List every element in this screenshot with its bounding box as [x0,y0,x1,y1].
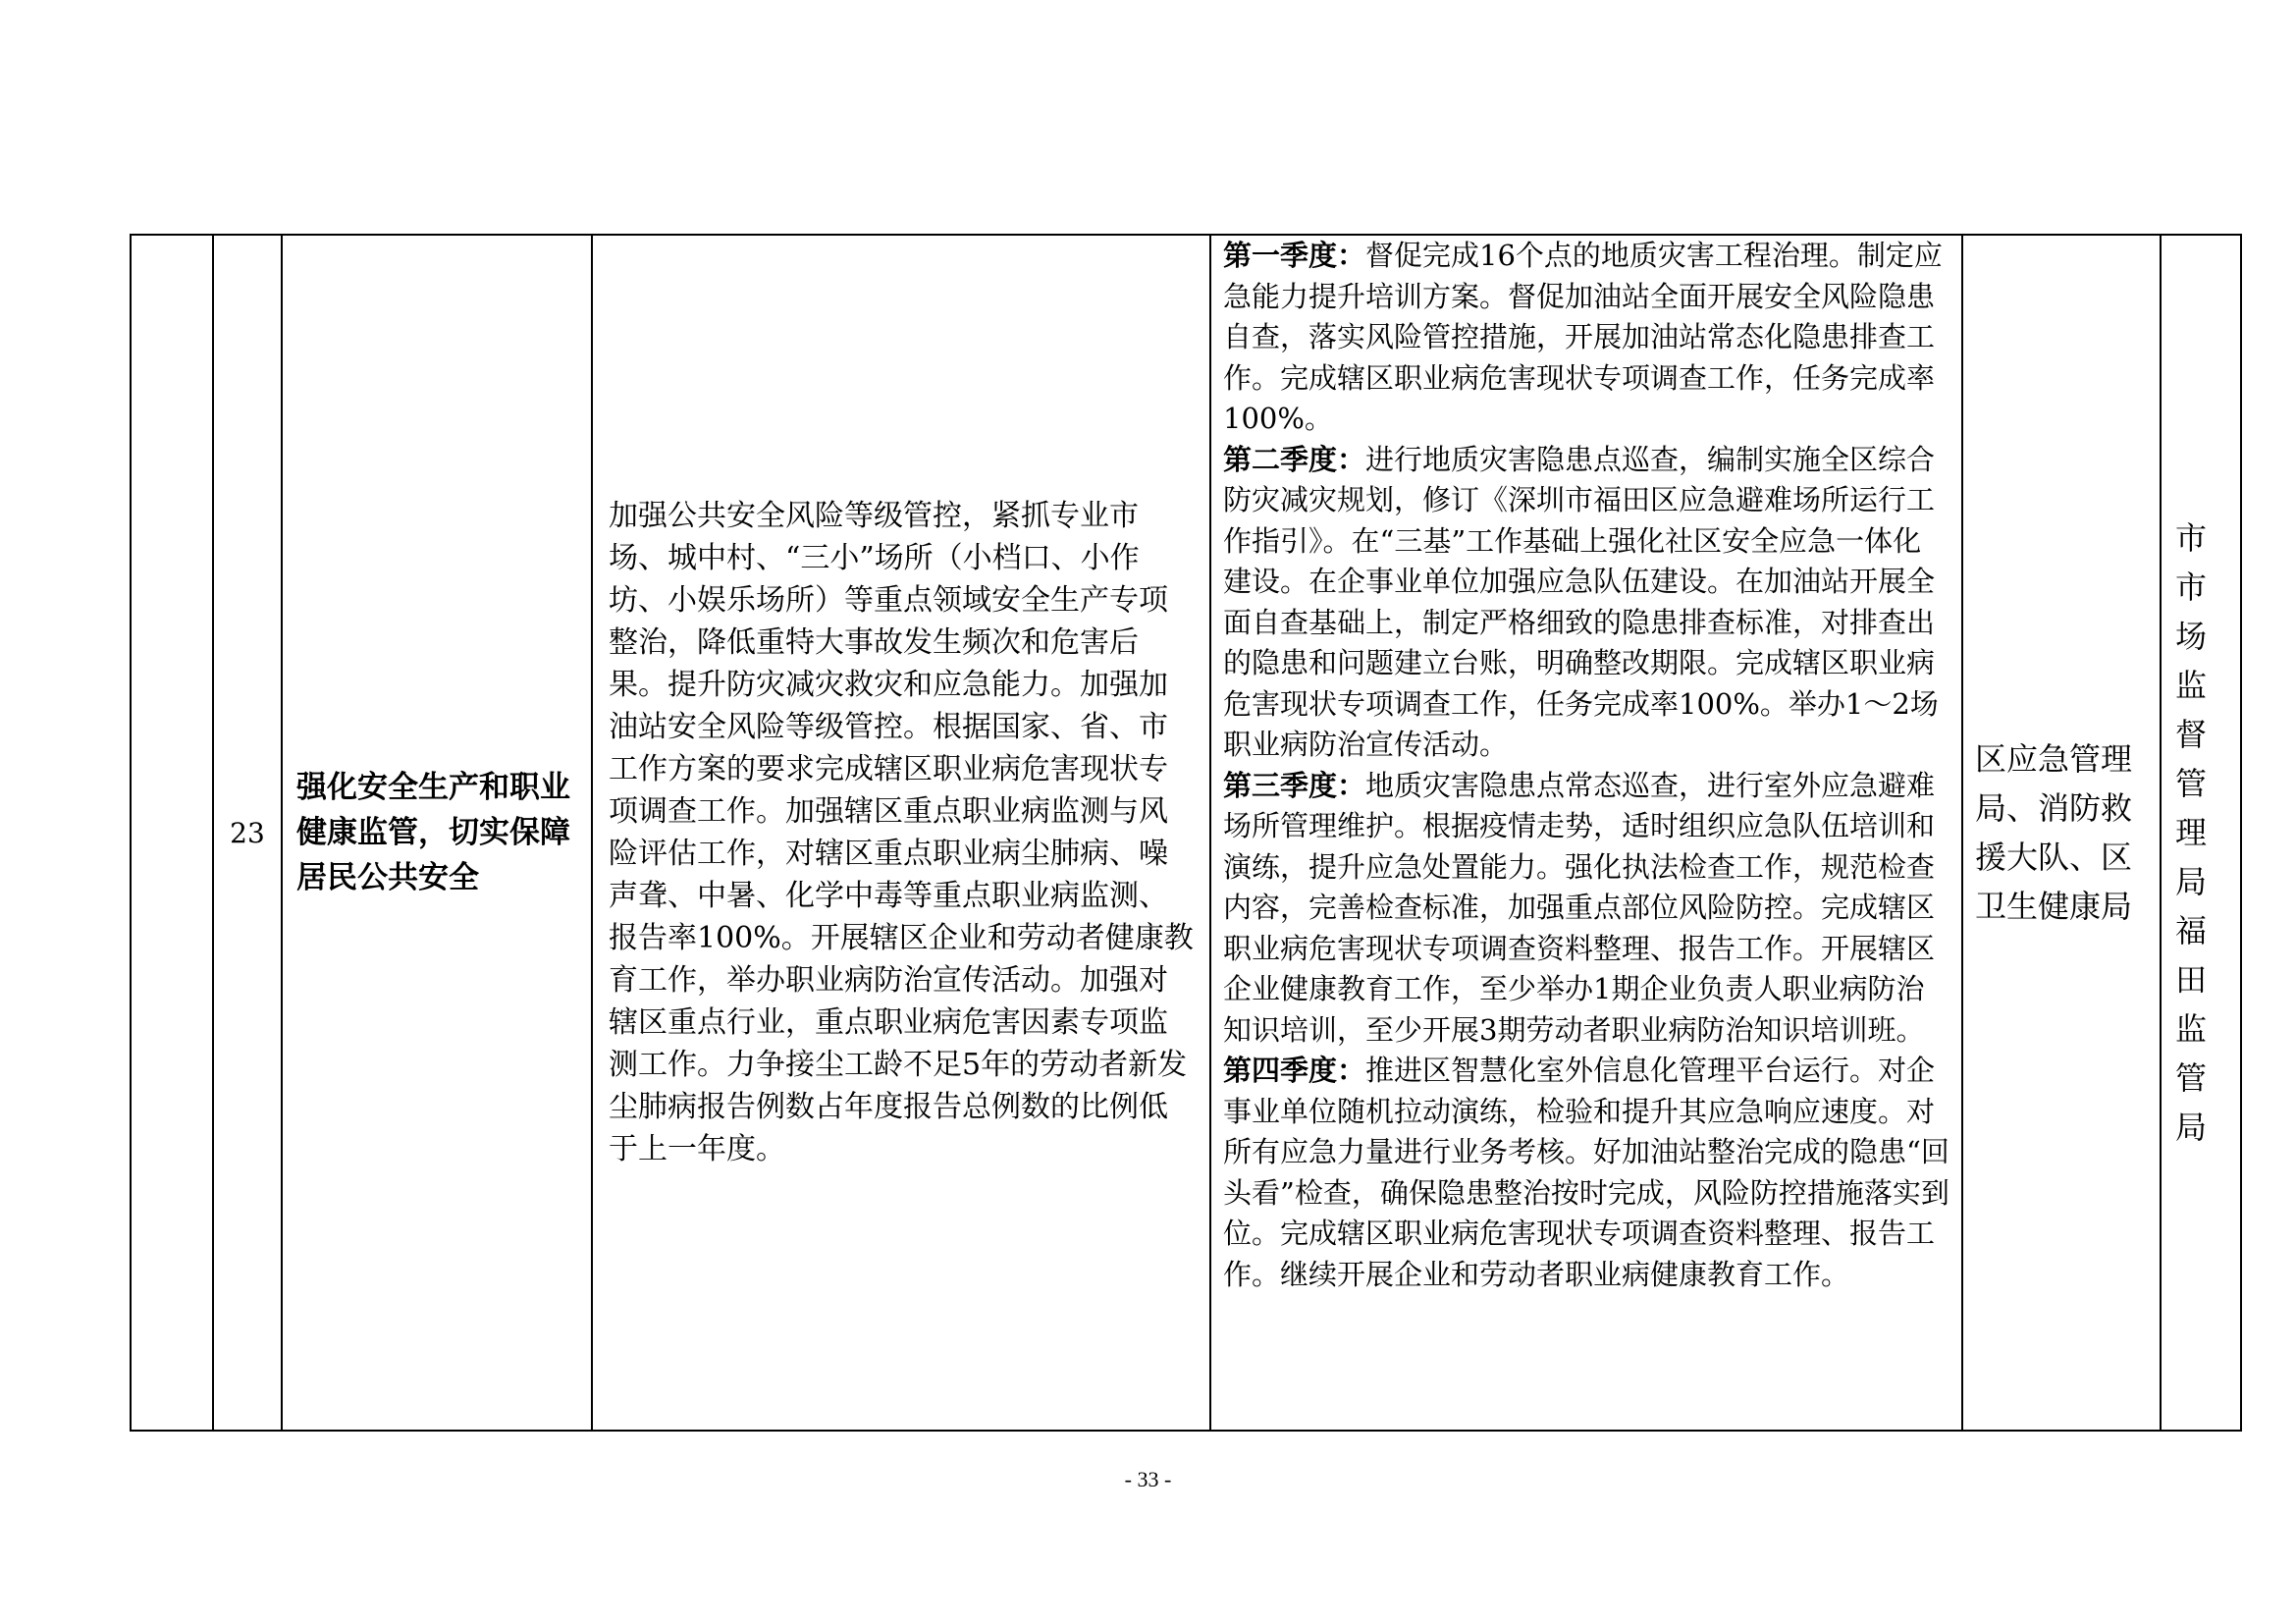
quarter-2-label: 第二季度： [1223,442,1366,476]
quarter-2 [1223,440,1949,766]
quarter-2-text: 进行地质灾害隐患点巡查，编制实施全区综合防灾减灾规划，修订《深圳市福田区应急避难场所运行工作指引》。在“三基”工作基础上强化社区安全应急一体化建设。在企事业单位加强应急队伍建设。在加油站开展全面自查基础上，制定严格细致的隐患排查标准，对排查出的隐患和问题建立台账，明确整改期限。完成辖区职业病危害现状专项调查工作，任务完成率100%。举办1～2场职业病防治宣传活动。 [1223,442,1939,761]
quarter-3-label: 第三季度： [1223,768,1366,802]
item-number: 23 [213,235,282,1431]
quarter-1 [1223,236,1949,440]
quarterly-tasks [1210,235,1962,1431]
quarter-1-label: 第一季度： [1223,239,1366,272]
quarter-4-text: 推进区智慧化室外信息化管理平台运行。对企事业单位随机拉动演练，检验和提升其应急响应速度。对所有应急力量进行业务考核。好加油站整治完成的隐患“回头看”检查，确保隐患整治按时完成，风险防控措施落实到位。完成辖区职业病危害现状专项调查资料整理、报告工作。继续开展企业和劳动者职业病健康教育工作。 [1223,1054,1949,1291]
lead-units: 区应急管理局、消防救援大队、区卫生健康局 [1962,235,2161,1431]
quarter-3 [1223,766,1949,1052]
work-plan-table [130,234,2242,1432]
item-title: 强化安全生产和职业健康监管，切实保障居民公共安全 [282,235,592,1431]
quarter-1-text: 督促完成16个点的地质灾害工程治理。制定应急能力提升培训方案。督促加油站全面开展安全风险隐患自查，落实风险管控措施，开展加油站常态化隐患排查工作。完成辖区职业病危害现状专项调查工作，任务完成率100%。 [1223,239,1943,435]
cooperating-units: 市市场监督管理局福田监管局 [2161,235,2241,1431]
blank-cell [131,235,213,1431]
table-row [131,235,2241,1431]
item-goal: 加强公共安全风险等级管控，紧抓专业市场、城中村、“三小”场所（小档口、小作坊、小娱乐场所）等重点领域安全生产专项整治，降低重特大事故发生频次和危害后果。提升防灾减灾救灾和应急能力。加强加油站安全风险等级管控。根据国家、省、市工作方案的要求完成辖区职业病危害现状专项调查工作。加强辖区重点职业病监测与风险评估工作，对辖区重点职业病尘肺病、噪声聋、中暑、化学中毒等重点职业病监测、报告率100%。开展辖区企业和劳动者健康教育工作，举办职业病防治宣传活动。加强对辖区重点行业，重点职业病危害因素专项监测工作。力争接尘工龄不足5年的劳动者新发尘肺病报告例数占年度报告总例数的比例低于上一年度。 [592,235,1210,1431]
page-number: - 33 - [1124,1467,1172,1491]
quarter-3-text: 地质灾害隐患点常态巡查，进行室外应急避难场所管理维护。根据疫情走势，适时组织应急队伍培训和演练，提升应急处置能力。强化执法检查工作，规范检查内容，完善检查标准，加强重点部位风险防控。完成辖区职业病危害现状专项调查资料整理、报告工作。开展辖区企业健康教育工作，至少举办1期企业负责人职业病防治知识培训，至少开展3期劳动者职业病防治知识培训班。 [1223,768,1936,1047]
quarter-4-label: 第四季度： [1223,1054,1366,1087]
quarter-4 [1223,1051,1949,1295]
